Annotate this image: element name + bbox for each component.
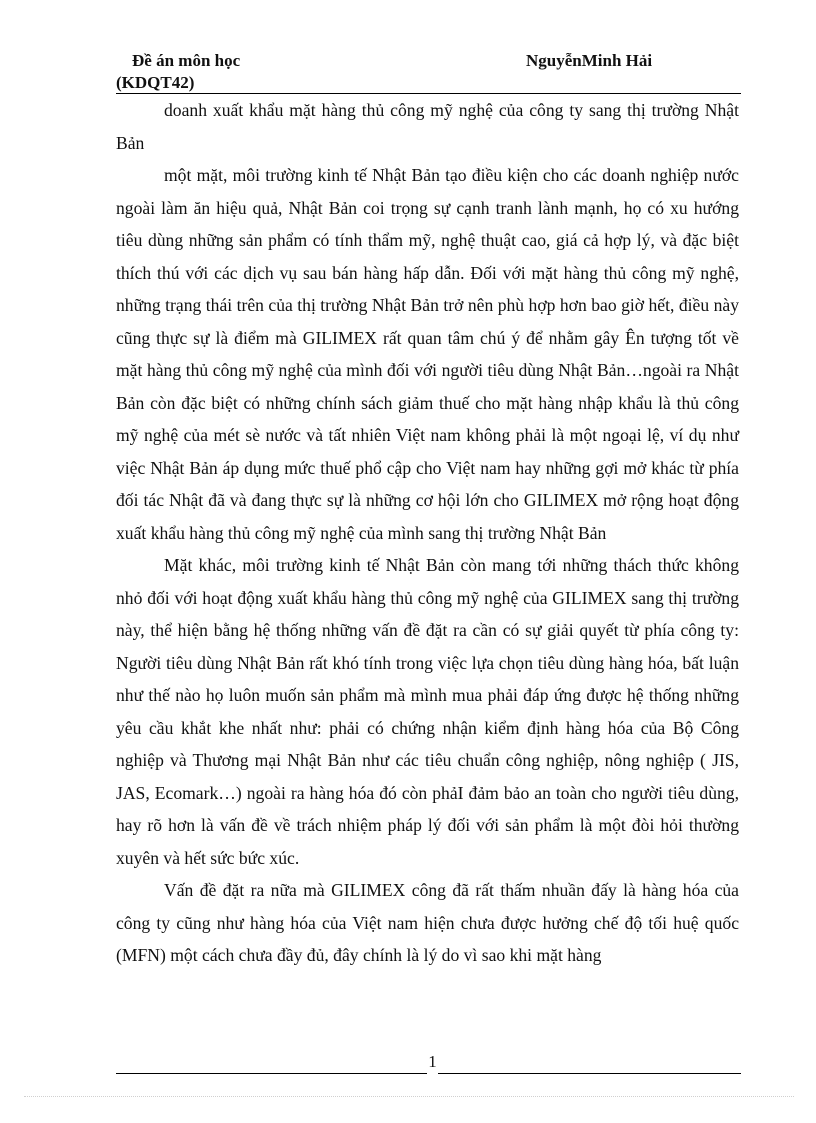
page-footer [116,1050,741,1076]
footer-divider-right [438,1073,741,1074]
paragraph-continuation: doanh xuất khẩu mặt hàng thủ công mỹ nghệ của công ty sang thị trường Nhật Bản [116,100,739,153]
class-code: (KDQT42) [116,73,195,92]
page-boundary [24,1096,794,1097]
author-name: NguyễnMinh Hải [526,51,653,70]
course-title: Đề án môn học [132,51,241,70]
document-body [116,94,739,972]
page-header-left [116,50,240,94]
paragraph-challenges: Mặt khác, môi trường kinh tế Nhật Bản còn mang tới những thách thức không nhỏ đối với hoạt động xuất khẩu hàng thủ công mỹ nghệ của GILIMEX sang thị trường này, thể hiện bằng hệ thống những vấn đề đặt ra cần có sự giải quyết từ phía công ty: Người tiêu dùng Nhật Bản rất khó tính trong việc lựa chọn tiêu dùng hàng hóa, bất luận như thế nào họ luôn muốn sản phẩm mà mình mua phải đáp ứng được hệ thống những yêu cầu khắt khe nhất như: phải có chứng nhận kiểm định hàng hóa của Bộ Công nghiệp và Thương mại Nhật Bản như các tiêu chuẩn công nghiệp, nông nghiệp ( JIS, JAS, Ecomark…) ngoài ra hàng hóa đó còn phảI đảm bảo an toàn cho người tiêu dùng, hay rõ hơn là vấn đề về trách nhiệm pháp lý đối với sản phẩm là một đòi hỏi thường xuyên và hết sức bức xúc. [116,555,739,868]
page-number: 1 [428,1052,437,1071]
paragraph-opportunities: một mặt, môi trường kinh tế Nhật Bản tạo điều kiện cho các doanh nghiệp nước ngoài làm ăn hiệu quả, Nhật Bản coi trọng sự cạnh tranh lành mạnh, họ có xu hướng tiêu dùng những sản phẩm có tính thẩm mỹ, nghệ thuật cao, giá cả hợp lý, và đặc biệt thích thú với các dịch vụ sau bán hàng hấp dẫn. Đối với mặt hàng thủ công mỹ nghệ, những trạng thái trên của thị trường Nhật Bản trở nên phù hợp hơn bao giờ hết, điều này cũng thực sự là điểm mà GILIMEX rất quan tâm chú ý để nhằm gây Ên tượng tốt về mặt hàng thủ công mỹ nghệ của mình đối với người tiêu dùng Nhật Bản…ngoài ra Nhật Bản còn đặc biệt có những chính sách giảm thuế cho mặt hàng nhập khẩu là thủ công mỹ nghệ của mét sè nước và tất nhiên Việt nam không phải là một ngoại lệ, ví dụ như việc Nhật Bản áp dụng mức thuế phổ cập cho Việt nam hay những gợi mở khác từ phía đối tác Nhật đã và đang thực sự là những cơ hội lớn cho GILIMEX mở rộng hoạt động xuất khẩu hàng thủ công mỹ nghệ của mình sang thị trường Nhật Bản [116,165,739,543]
footer-divider-left [116,1073,427,1074]
paragraph-mfn-issue: Vấn đề đặt ra nữa mà GILIMEX công đã rất thấm nhuần đấy là hàng hóa của công ty cũng như hàng hóa của Việt nam hiện chưa được hưởng chế độ tối huệ quốc (MFN) một cách chưa đầy đủ, đây chính là lý do vì sao khi mặt hàng [116,880,739,965]
